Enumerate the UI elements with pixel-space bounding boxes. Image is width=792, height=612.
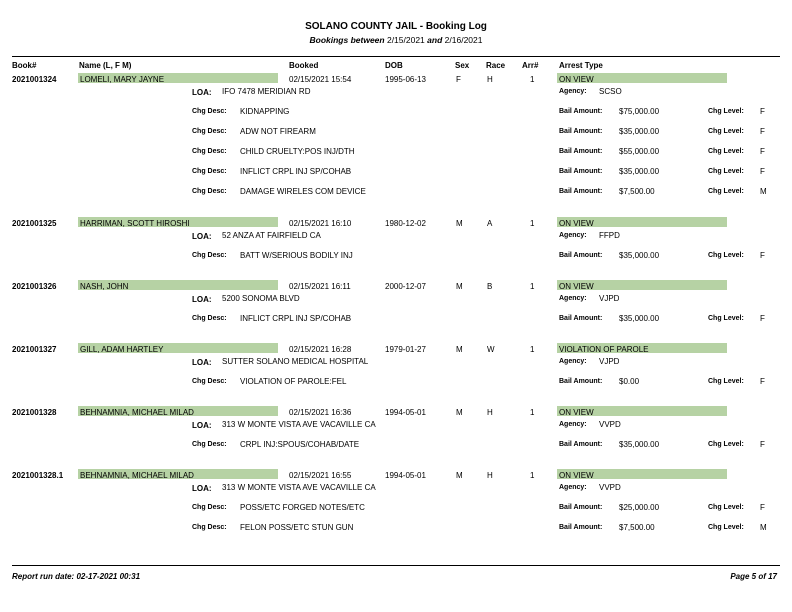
agency-label: Agency: (559, 421, 587, 428)
date-of-birth: 1994-05-01 (385, 408, 426, 417)
chg-desc-label: Chg Desc: (192, 524, 227, 531)
chg-level-label: Chg Level: (708, 504, 744, 511)
bail-amount: $35,000.00 (619, 440, 660, 449)
chg-level-label: Chg Level: (708, 188, 744, 195)
agency-label: Agency: (559, 232, 587, 239)
agency-value: FFPD (599, 231, 620, 240)
agency-value: VJPD (599, 294, 620, 303)
race-value: H (487, 471, 493, 480)
loa-value: 5200 SONOMA BLVD (222, 294, 300, 303)
col-header-name: Name (L, F M) (79, 61, 132, 70)
arrest-number: 1 (530, 282, 535, 291)
report-run-date: Report run date: 02-17-2021 00:31 (12, 572, 141, 581)
race-value: W (487, 345, 495, 354)
bail-amount: $7,500.00 (619, 523, 655, 532)
date-of-birth: 1994-05-01 (385, 471, 426, 480)
bail-amount: $25,000.00 (619, 503, 660, 512)
charge-level: F (760, 314, 765, 323)
col-header-arrest-type: Arrest Type (559, 61, 603, 70)
bail-amount: $35,000.00 (619, 314, 660, 323)
loa-label: LOA: (192, 88, 212, 97)
sex-value: M (456, 219, 463, 228)
agency-value: VVPD (599, 483, 621, 492)
loa-value: SUTTER SOLANO MEDICAL HOSPITAL (222, 357, 369, 366)
arrest-type: ON VIEW (559, 471, 594, 480)
chg-desc-label: Chg Desc: (192, 378, 227, 385)
bail-amount-label: Bail Amount: (559, 108, 603, 115)
race-value: A (487, 219, 493, 228)
col-header-race: Race (486, 61, 506, 70)
bail-amount: $35,000.00 (619, 167, 660, 176)
loa-value: 313 W MONTE VISTA AVE VACAVILLE CA (222, 483, 376, 492)
bail-amount: $55,000.00 (619, 147, 660, 156)
charge-level: M (760, 523, 767, 532)
chg-level-label: Chg Level: (708, 378, 744, 385)
charge-description: ADW NOT FIREARM (240, 127, 316, 136)
booked-datetime: 02/15/2021 16:28 (289, 345, 352, 354)
chg-desc-label: Chg Desc: (192, 441, 227, 448)
booking-number: 2021001326 (12, 282, 57, 291)
date-of-birth: 2000-12-07 (385, 282, 426, 291)
page-number: Page 5 of 17 (730, 572, 777, 581)
bail-amount-label: Bail Amount: (559, 168, 603, 175)
arrest-number: 1 (530, 75, 535, 84)
col-header-book: Book# (12, 61, 37, 70)
agency-label: Agency: (559, 484, 587, 491)
loa-label: LOA: (192, 484, 212, 493)
booking-number: 2021001328.1 (12, 471, 64, 480)
loa-value: 52 ANZA AT FAIRFIELD CA (222, 231, 321, 240)
agency-value: VJPD (599, 357, 620, 366)
chg-level-label: Chg Level: (708, 441, 744, 448)
charge-description: DAMAGE WIRELES COM DEVICE (240, 187, 366, 196)
loa-value: 313 W MONTE VISTA AVE VACAVILLE CA (222, 420, 376, 429)
chg-desc-label: Chg Desc: (192, 128, 227, 135)
booking-number: 2021001325 (12, 219, 57, 228)
agency-label: Agency: (559, 88, 587, 95)
bail-amount-label: Bail Amount: (559, 188, 603, 195)
chg-desc-label: Chg Desc: (192, 252, 227, 259)
bail-amount: $35,000.00 (619, 127, 660, 136)
booking-number: 2021001324 (12, 75, 57, 84)
col-header-arr: Arr# (522, 61, 539, 70)
header-rule-top (12, 56, 780, 57)
charge-description: CHILD CRUELTY:POS INJ/DTH (240, 147, 355, 156)
booked-datetime: 02/15/2021 16:55 (289, 471, 352, 480)
agency-value: SCSO (599, 87, 622, 96)
arrest-type: VIOLATION OF PAROLE (559, 345, 649, 354)
bail-amount: $75,000.00 (619, 107, 660, 116)
sex-value: M (456, 408, 463, 417)
booked-datetime: 02/15/2021 16:36 (289, 408, 352, 417)
bail-amount-label: Bail Amount: (559, 148, 603, 155)
sex-value: M (456, 345, 463, 354)
inmate-name: NASH, JOHN (80, 282, 129, 291)
inmate-name: HARRIMAN, SCOTT HIROSHI (80, 219, 190, 228)
race-value: H (487, 408, 493, 417)
charge-description: BATT W/SERIOUS BODILY INJ (240, 251, 353, 260)
bail-amount: $0.00 (619, 377, 640, 386)
charge-level: F (760, 167, 765, 176)
arrest-type: ON VIEW (559, 219, 594, 228)
bail-amount: $7,500.00 (619, 187, 655, 196)
sex-value: M (456, 471, 463, 480)
chg-level-label: Chg Level: (708, 128, 744, 135)
date-of-birth: 1995-06-13 (385, 75, 426, 84)
chg-level-label: Chg Level: (708, 524, 744, 531)
arrest-type: ON VIEW (559, 408, 594, 417)
arrest-number: 1 (530, 219, 535, 228)
subtitle-end-date: 2/16/2021 (444, 35, 483, 45)
bail-amount-label: Bail Amount: (559, 504, 603, 511)
booking-number: 2021001328 (12, 408, 57, 417)
arrest-number: 1 (530, 471, 535, 480)
charge-level: F (760, 440, 765, 449)
booked-datetime: 02/15/2021 15:54 (289, 75, 352, 84)
chg-desc-label: Chg Desc: (192, 168, 227, 175)
bail-amount-label: Bail Amount: (559, 252, 603, 259)
charge-level: F (760, 377, 765, 386)
chg-desc-label: Chg Desc: (192, 188, 227, 195)
booked-datetime: 02/15/2021 16:11 (289, 282, 351, 291)
charge-description: KIDNAPPING (240, 107, 290, 116)
loa-value: IFO 7478 MERIDIAN RD (222, 87, 311, 96)
agency-label: Agency: (559, 358, 587, 365)
chg-level-label: Chg Level: (708, 108, 744, 115)
charge-level: F (760, 147, 765, 156)
date-of-birth: 1980-12-02 (385, 219, 426, 228)
arrest-type: ON VIEW (559, 75, 594, 84)
charge-level: F (760, 503, 765, 512)
chg-level-label: Chg Level: (708, 252, 744, 259)
col-header-sex: Sex (455, 61, 470, 70)
chg-desc-label: Chg Desc: (192, 108, 227, 115)
charge-description: FELON POSS/ETC STUN GUN (240, 523, 354, 532)
charge-level: F (760, 251, 765, 260)
arrest-type: ON VIEW (559, 282, 594, 291)
bail-amount-label: Bail Amount: (559, 441, 603, 448)
charge-description: CRPL INJ:SPOUS/COHAB/DATE (240, 440, 360, 449)
sex-value: F (456, 75, 461, 84)
bail-amount: $35,000.00 (619, 251, 660, 260)
charge-level: F (760, 107, 765, 116)
col-header-dob: DOB (385, 61, 403, 70)
chg-desc-label: Chg Desc: (192, 315, 227, 322)
charge-description: VIOLATION OF PAROLE:FEL (240, 377, 347, 386)
charge-level: M (760, 187, 767, 196)
inmate-name: BEHNAMNIA, MICHAEL MILAD (80, 471, 194, 480)
charge-description: INFLICT CRPL INJ SP/COHAB (240, 314, 352, 323)
charge-level: F (760, 127, 765, 136)
bail-amount-label: Bail Amount: (559, 378, 603, 385)
agency-label: Agency: (559, 295, 587, 302)
agency-value: VVPD (599, 420, 621, 429)
subtitle-prefix: Bookings between (309, 35, 385, 45)
col-header-booked: Booked (289, 61, 319, 70)
inmate-name: LOMELI, MARY JAYNE (80, 75, 165, 84)
arrest-number: 1 (530, 408, 535, 417)
chg-desc-label: Chg Desc: (192, 148, 227, 155)
loa-label: LOA: (192, 232, 212, 241)
inmate-name: GILL, ADAM HARTLEY (80, 345, 164, 354)
loa-label: LOA: (192, 358, 212, 367)
date-of-birth: 1979-01-27 (385, 345, 426, 354)
arrest-number: 1 (530, 345, 535, 354)
chg-level-label: Chg Level: (708, 315, 744, 322)
bail-amount-label: Bail Amount: (559, 315, 603, 322)
footer-rule (12, 565, 780, 566)
booked-datetime: 02/15/2021 16:10 (289, 219, 352, 228)
bail-amount-label: Bail Amount: (559, 524, 603, 531)
report-subtitle (0, 35, 792, 45)
loa-label: LOA: (192, 421, 212, 430)
race-value: B (487, 282, 493, 291)
inmate-name: BEHNAMNIA, MICHAEL MILAD (80, 408, 194, 417)
race-value: H (487, 75, 493, 84)
chg-level-label: Chg Level: (708, 168, 744, 175)
subtitle-start-date: 2/15/2021 (386, 35, 425, 45)
loa-label: LOA: (192, 295, 212, 304)
report-title: SOLANO COUNTY JAIL - Booking Log (305, 21, 487, 32)
charge-description: POSS/ETC FORGED NOTES/ETC (240, 503, 365, 512)
bail-amount-label: Bail Amount: (559, 128, 603, 135)
booking-number: 2021001327 (12, 345, 57, 354)
chg-level-label: Chg Level: (708, 148, 744, 155)
charge-description: INFLICT CRPL INJ SP/COHAB (240, 167, 352, 176)
subtitle-joiner: and (427, 35, 443, 45)
chg-desc-label: Chg Desc: (192, 504, 227, 511)
sex-value: M (456, 282, 463, 291)
